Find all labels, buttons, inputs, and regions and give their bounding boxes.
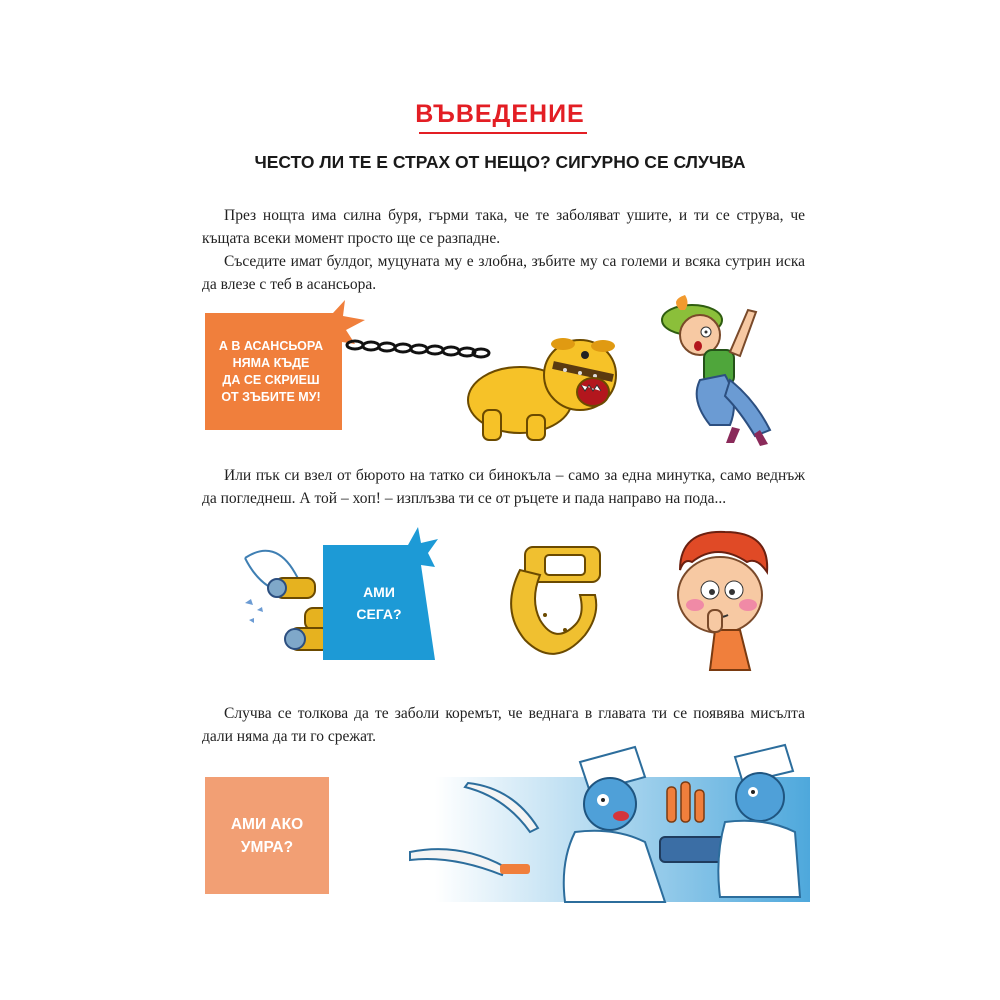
callout-line: ДА СЕ СКРИЕШ: [222, 372, 320, 387]
callout-line: УМРА?: [240, 838, 294, 856]
callout-line: АМИ: [363, 583, 395, 600]
callout-line: А В АСАНСЬОРА: [218, 338, 324, 353]
frightened-boy-illustration: [660, 290, 770, 450]
binocular-strap-illustration: [505, 545, 605, 665]
intro-text: [202, 204, 805, 296]
paragraph-stomach: Случва се толкова да те заболи коремът, че веднага в главата ти се появява мисълта дали няма да ти го срежат.: [202, 705, 805, 745]
now-what-callout: [323, 545, 435, 660]
elevator-callout: [205, 313, 337, 430]
callout-line: ОТ ЗЪБИТЕ МУ!: [221, 389, 321, 404]
callout-line: АМИ АКО: [230, 815, 304, 833]
surgeons-illustration: [405, 742, 810, 902]
binoculars-text: [202, 464, 805, 510]
callout-line: НЯМА КЪДЕ: [232, 355, 310, 370]
what-if-die-callout: [205, 777, 329, 894]
paragraph-binoculars: Или пък си взел от бюрото на татко си бинокъла – само за една минутка, само веднъж да погледнеш. А той – хоп! – изплъзва ти се от ръцете и пада направо на пода...: [202, 467, 805, 507]
paragraph-bulldog: Съседите имат булдог, муцуната му е злобна, зъбите му са големи и всяка сутрин иска да влезе с теб в асансьора.: [202, 253, 805, 293]
page-subtitle: ЧЕСТО ЛИ ТЕ Е СТРАХ ОТ НЕЩО? СИГУРНО СЕ СЛУЧВА: [254, 152, 746, 172]
title-underline: [419, 132, 587, 134]
worried-boy-illustration: [660, 530, 775, 670]
paragraph-storm: През нощта има силна буря, гърми така, че те заболяват ушите, и ти се струва, че къщата всеки момент просто ще се разпадне.: [202, 207, 805, 247]
bulldog-illustration: [465, 330, 625, 445]
page-title: ВЪВЕДЕНИЕ: [415, 100, 585, 128]
callout-line: СЕГА?: [356, 605, 402, 622]
